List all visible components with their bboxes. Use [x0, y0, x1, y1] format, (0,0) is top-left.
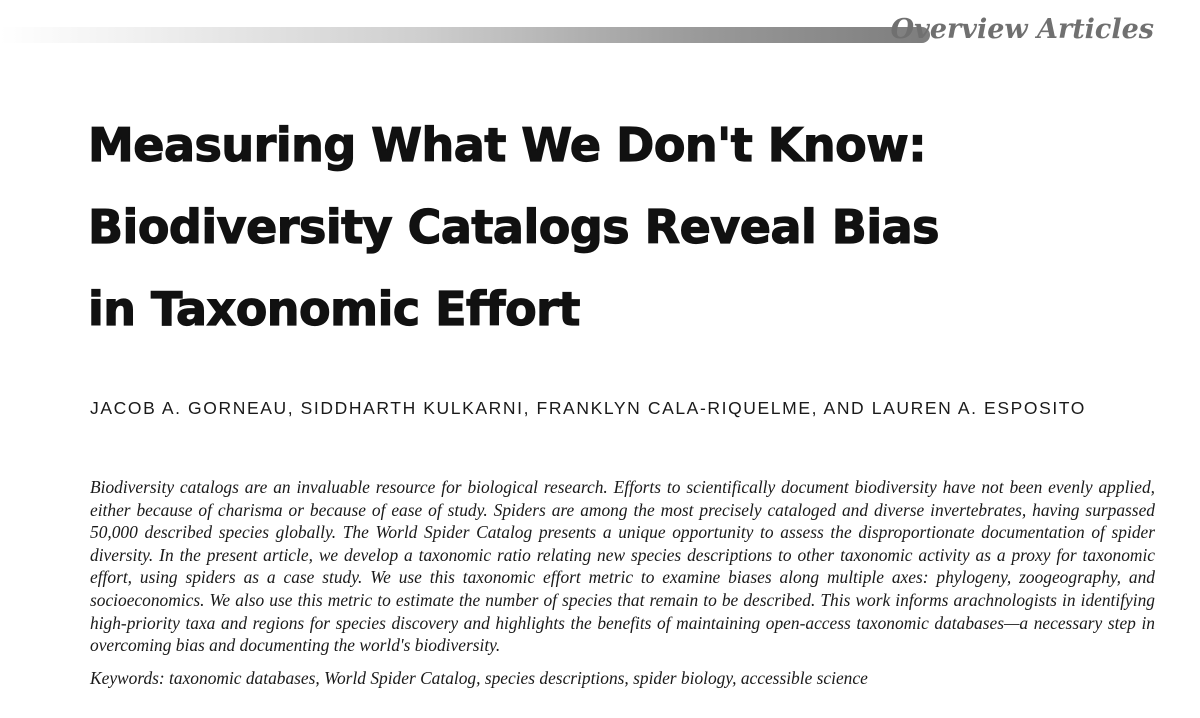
header-gradient-bar: [0, 27, 930, 43]
keywords: Keywords: taxonomic databases, World Spider Catalog, species descriptions, spider biology, accessible science: [90, 668, 868, 688]
article-title-line-3: in Taxonomic Effort: [88, 282, 580, 336]
section-label: Overview Articles: [890, 14, 1154, 45]
abstract: Biodiversity catalogs are an invaluable resource for biological research. Efforts to scientifically document biodiversity have not been evenly applied, either because of charisma or because of ease of study. Spiders are among the most precisely cataloged and diverse invertebrates, having surpassed 50,000 described species globally. The World Spider Catalog presents a unique opportunity to assess the disproportionate documentation of spider diversity. In the present article, we develop a taxonomic ratio relating new species descriptions to other taxonomic activity as a proxy for taxonomic effort, using spiders as a case study. We use this taxonomic effort metric to examine biases along multiple axes: phylogeny, zoogeography, and socioeconomics. We also use this metric to estimate the number of species that remain to be described. This work informs arachnologists in identifying high-priority taxa and regions for species discovery and highlights the benefits of maintaining open-access taxonomic databases—a necessary step in overcoming bias and documenting the world's biodiversity.: [90, 477, 1155, 656]
article-title: [88, 104, 1148, 350]
article-title-line-1: Measuring What We Don't Know:: [88, 118, 927, 172]
article-title-line-2: Biodiversity Catalogs Reveal Bias: [88, 200, 940, 254]
author-list: JACOB A. GORNEAU, SIDDHARTH KULKARNI, FRANKLYN CALA-RIQUELME, AND LAUREN A. ESPOSITO: [90, 398, 1086, 418]
